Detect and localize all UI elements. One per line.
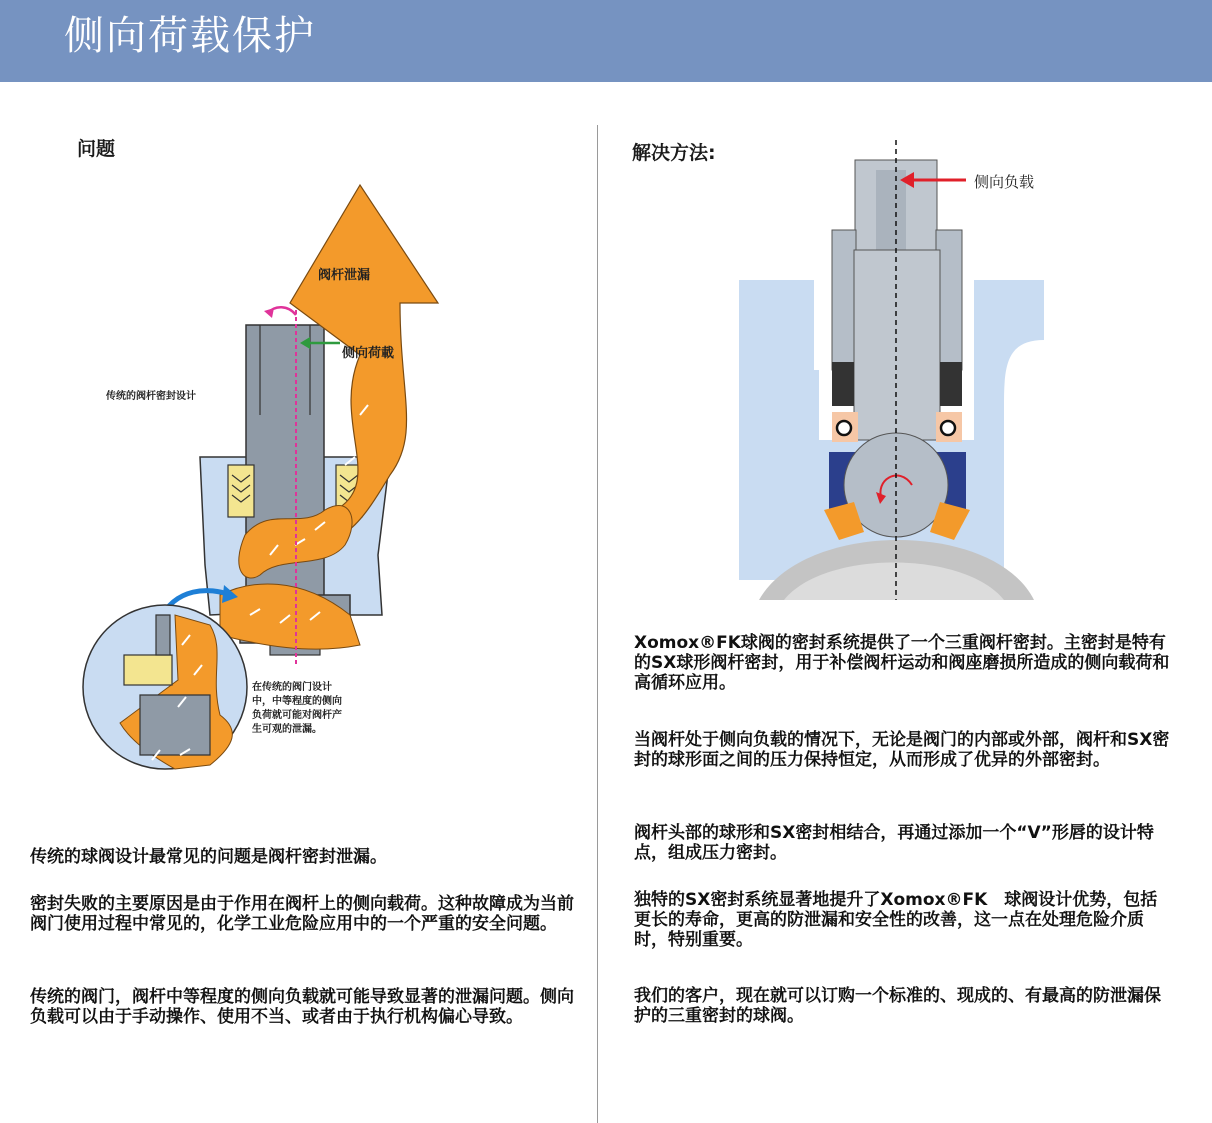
problem-heading: 问题 bbox=[77, 138, 116, 160]
solution-heading: 解决方法: bbox=[632, 142, 716, 164]
design-label: 传统的阀杆密封设计 bbox=[106, 391, 196, 402]
right-paragraph-2: 当阀杆处于侧向负载的情况下，无论是阀门的内部或外部，阀杆和SX密封的球形面之间的压力保持恒定，从而形成了优异的外部密封。 bbox=[634, 730, 1170, 770]
right-paragraph-3: 阀杆头部的球形和SX密封相结合，再通过添加一个“V”形唇的设计特点，组成压力密封。 bbox=[634, 823, 1154, 863]
page-title: 侧向荷载保护 bbox=[64, 13, 316, 59]
o-ring-left bbox=[837, 421, 851, 435]
left-paragraph-1: 传统的球阀设计最常见的问题是阀杆密封泄漏。 bbox=[30, 847, 387, 867]
traditional-seal-diagram bbox=[60, 175, 500, 775]
leak-label: 阀杆泄漏 bbox=[318, 268, 371, 283]
page-header bbox=[0, 0, 1212, 82]
caption-line-3: 负荷就可能对阀杆产 bbox=[252, 710, 342, 721]
side-load-label: 侧向荷載 bbox=[342, 346, 395, 361]
seal-right bbox=[940, 362, 962, 406]
left-paragraph-2: 密封失败的主要原因是由于作用在阀杆上的侧向载荷。这种故障成为当前阀门使用过程中常见的，化学工业危险应用中的一个严重的安全问题。 bbox=[30, 894, 574, 934]
packing-left bbox=[228, 465, 254, 517]
right-paragraph-5: 我们的客户，现在就可以订购一个标准的、现成的、有最高的防泄漏保护的三重密封的球阀。 bbox=[634, 986, 1161, 1026]
caption-line-2: 中，中等程度的侧向 bbox=[252, 696, 342, 707]
sx-seal-diagram bbox=[704, 140, 1062, 600]
sx-stem bbox=[854, 250, 940, 440]
right-paragraph-4: 独特的SX密封系统显著地提升了Xomox®FK 球阀设计优势，包括更长的寿命，更高的防泄漏和安全性的改善，这一点在处理危险介质时，特别重要。 bbox=[634, 890, 1158, 950]
seal-left bbox=[832, 362, 854, 406]
left-paragraph-3: 传统的阀门，阀杆中等程度的侧向负载就可能导致显著的泄漏问题。侧向负载可以由于手动操作、使用不当、或者由于执行机构偏心导致。 bbox=[30, 987, 574, 1027]
caption-line-4: 生可观的泄漏。 bbox=[252, 724, 322, 735]
column-divider bbox=[597, 125, 598, 1123]
o-ring-right bbox=[941, 421, 955, 435]
right-paragraph-1: Xomox®FK球阀的密封系统提供了一个三重阀杆密封。主密封是特有的SX球形阀杆密封，用于补偿阀杆运动和阀座磨损所造成的侧向载荷和高循环应用。 bbox=[634, 633, 1170, 693]
side-load-label: 侧向负载 bbox=[974, 173, 1035, 191]
caption-line-1: 在传统的阀门设计 bbox=[252, 682, 332, 693]
